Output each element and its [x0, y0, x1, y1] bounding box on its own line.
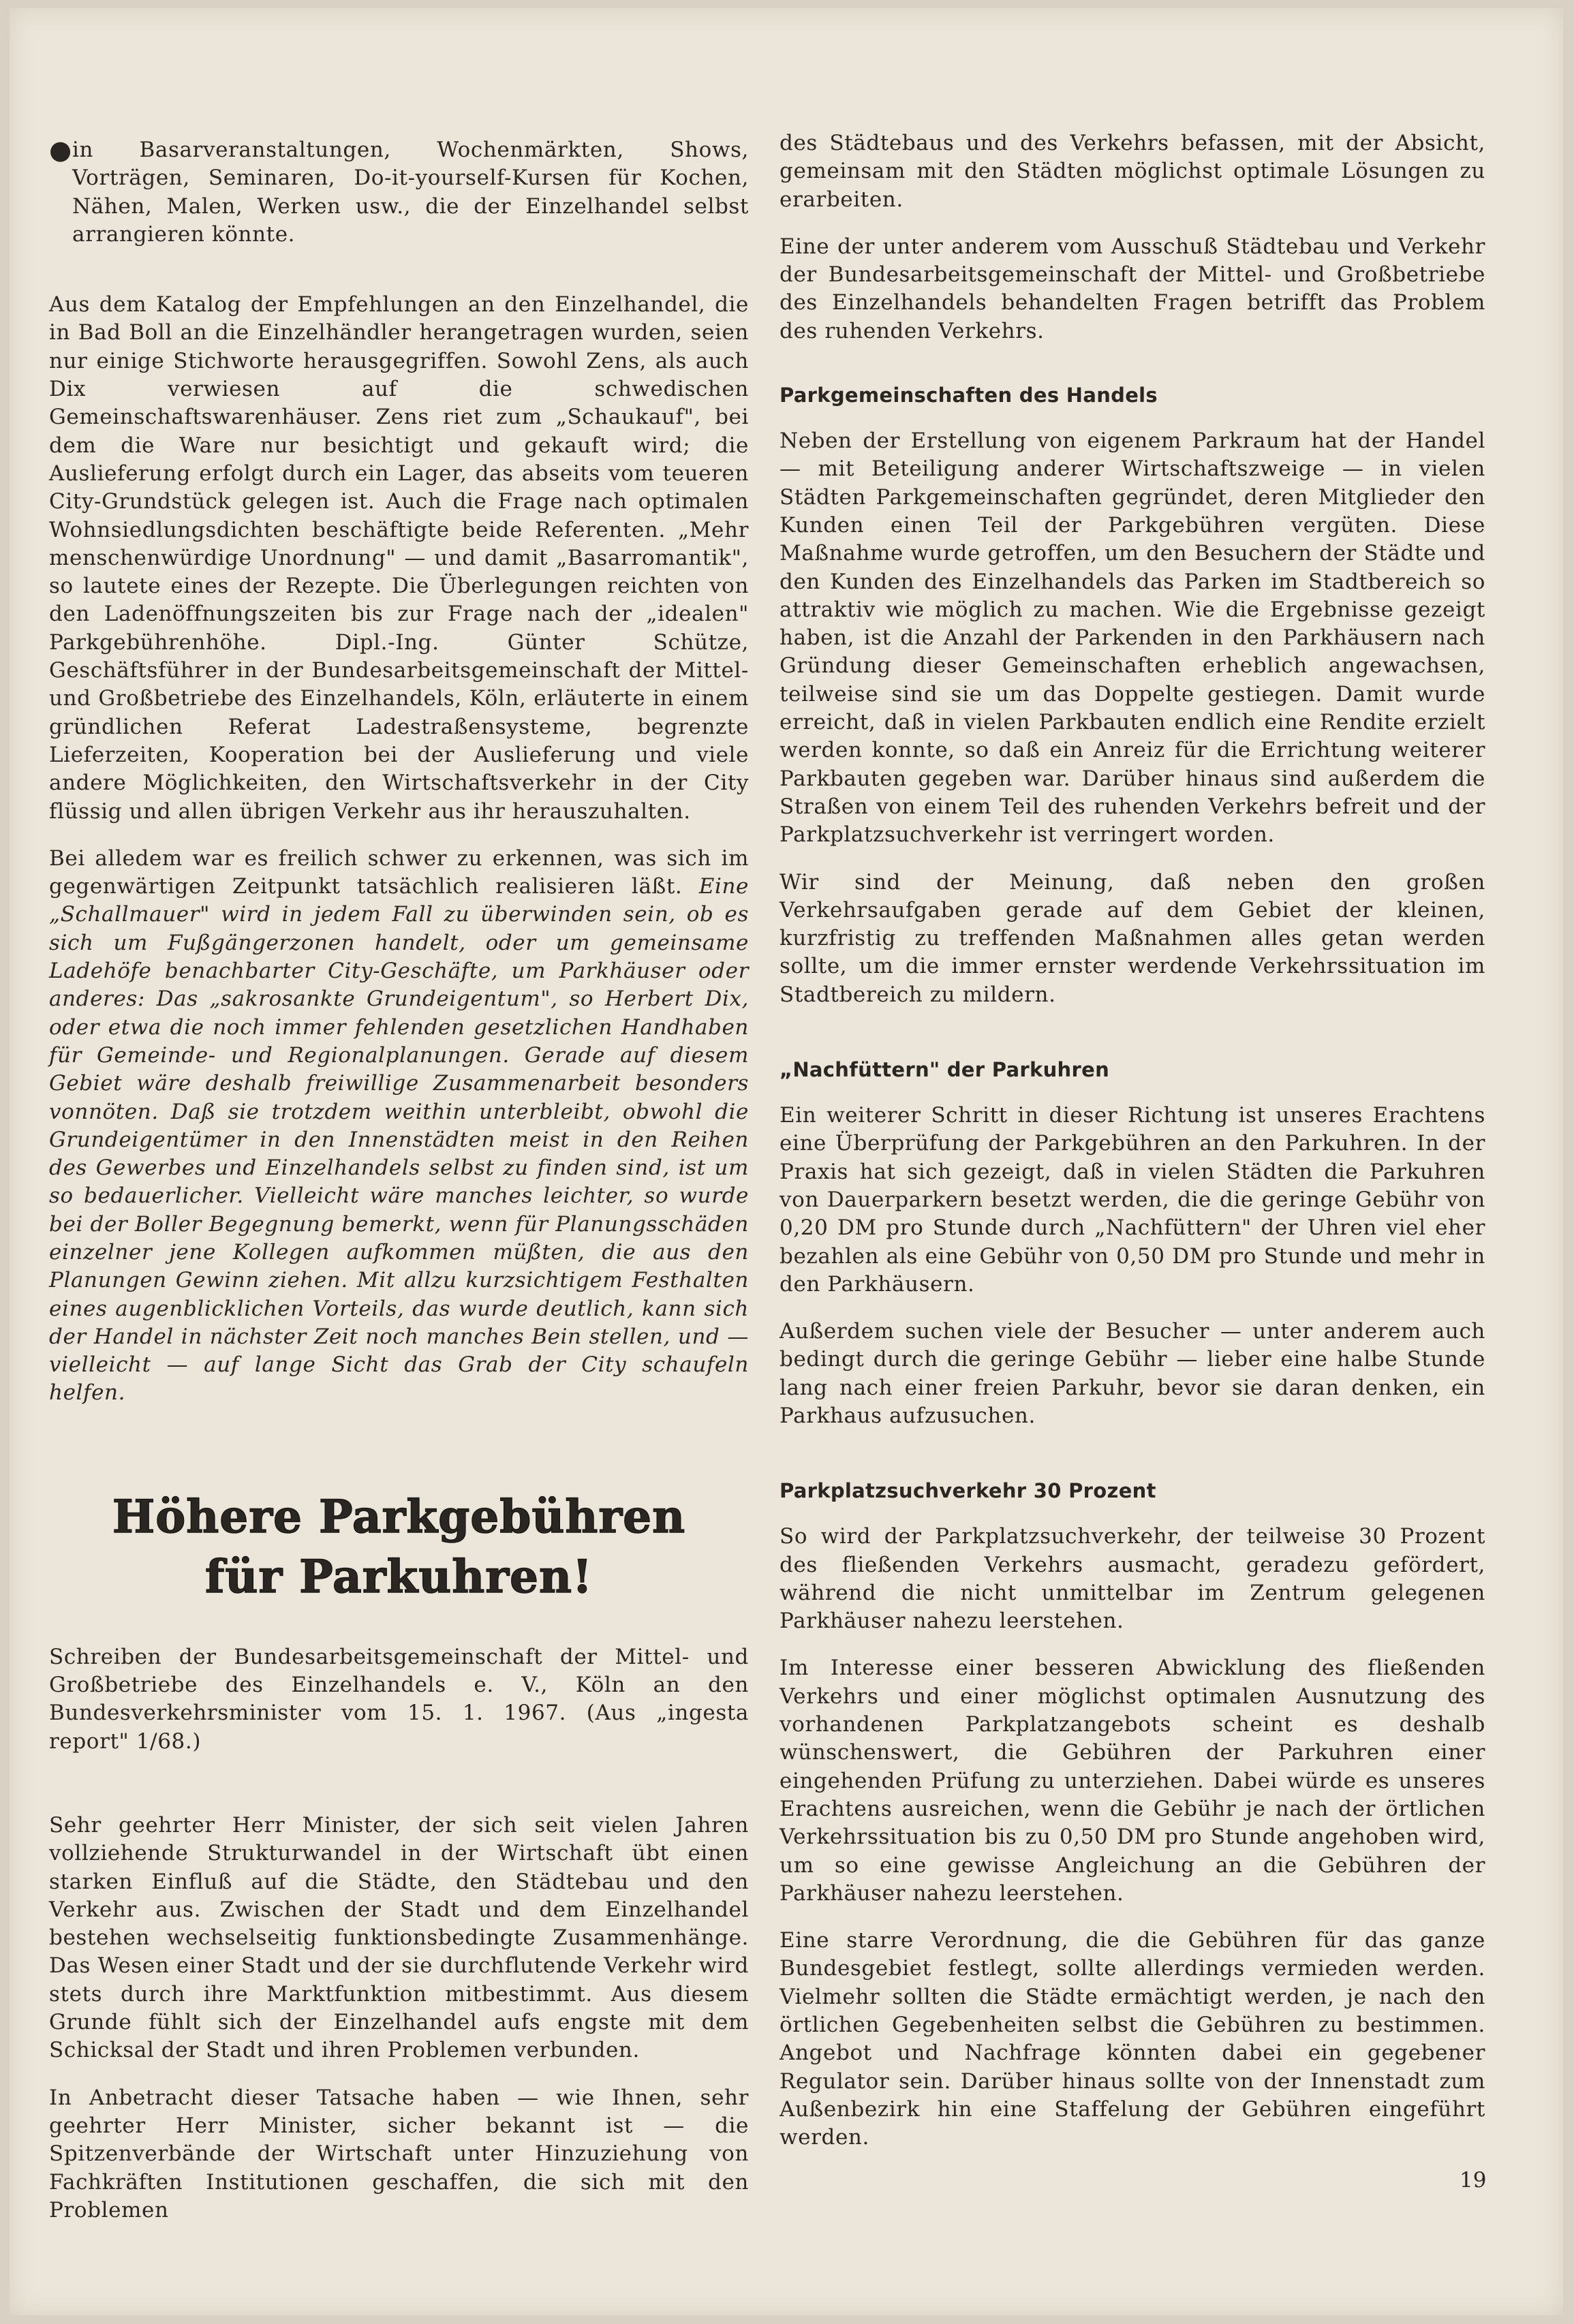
- bullet-item: [49, 136, 749, 249]
- document-page: [10, 8, 1563, 2315]
- paragraph: Aus dem Katalog der Empfehlungen an den Einzelhandel, die in Bad Boll an die Einzelhändler herangetragen wurden, seien nur einige Stichworte herausgegriffen. Sowohl Zens, als auch Dix verwiesen auf die schwedischen Gemeinschaftswarenhäuser. Zens riet zum „Schaukauf", bei dem die Ware nur besichtigt und gekauft wird; die Auslieferung erfolgt durch ein Lager, das abseits vom teueren City-Grundstück gelegen ist. Auch die Frage nach optimalen Wohnsiedlungsdichten beschäftigte beide Referenten. „Mehr menschenwürdige Unordnung" — und damit „Basarromantik", so lautete eines der Rezepte. Die Überlegungen reichten von den Ladenöffnungszeiten bis zur Frage nach der „idealen" Parkgebührenhöhe. Dipl.-Ing. Günter Schütze, Geschäftsführer in der Bundesarbeitsgemeinschaft der Mittel- und Großbetriebe des Einzelhandels, Köln, erläuterte in einem gründlichen Referat Ladestraßensysteme, begrenzte Lieferzeiten, Kooperation bei der Auslieferung und viele andere Möglichkeiten, den Wirtschaftsverkehr in der City flüssig und allen übrigen Verkehr aus ihr herauszuhalten.: [49, 292, 749, 824]
- section-heading: Parkplatzsuchverkehr 30 Prozent: [780, 1479, 1156, 1503]
- paragraph: Eine der unter anderem vom Ausschuß Städtebau und Verkehr der Bundesarbeitsgemeinschaft der Mittel- und Großbetriebe des Einzelhandels behandelten Fragen betrifft das Problem des ruhenden Verkehrs.: [780, 234, 1485, 343]
- paragraph: Wir sind der Meinung, daß neben den großen Verkehrsaufgaben gerade auf dem Gebiet der kleinen, kurzfristig zu treffenden Maßnahmen alles getan werden sollte, um die immer ernster werdende Verkehrssituation im Stadtbereich zu mildern.: [780, 869, 1485, 1007]
- paragraph-italic-part: Eine „Schallmauer" wird in jedem Fall zu überwinden sein, ob es sich um Fußgängerzonen handelt, oder um gemeinsame Ladehöfe benachbarter City-Geschäfte, um Parkhäuser oder anderes: Das „sakrosankte Grundeigentum", so Herbert Dix, oder etwa die noch immer fehlenden gesetzlichen Handhaben für Gemeinde- und Regionalplanungen. Gerade auf diesem Gebiet wäre deshalb freiwillige Zusammenarbeit besonders vonnöten. Daß sie trotzdem weithin unterbleibt, obwohl die Grundeigentümer in den Innenstädten meist in den Reihen des Gewerbes und Einzelhandels selbst zu finden sind, ist um so bedauerlicher. Vielleicht wäre manches leichter, so wurde bei der Boller Begegnung bemerkt, wenn für Planungsschäden einzelner jene Kollegen aufkommen müßten, die aus den Planungen Gewinn ziehen. Mit allzu kurzsichtigem Festhalten eines augenblicklichen Vorteils, das wurde deutlich, kann sich der Handel in nächster Zeit noch manches Bein stellen, und — vielleicht — auf lange Sicht das Grab der City schaufeln helfen.: [49, 874, 749, 1406]
- paragraph: So wird der Parkplatzsuchverkehr, der teilweise 30 Prozent des fließenden Verkehrs ausmacht, geradezu gefördert, während die nicht unmittelbar im Zentrum gelegenen Parkhäuser nahezu leerstehen.: [780, 1524, 1485, 1634]
- paragraph: Ein weiterer Schritt in dieser Richtung ist unseres Erachtens eine Überprüfung der Parkgebühren an den Parkuhren. In der Praxis hat sich gezeigt, daß in vielen Städten die Parkuhren von Dauerparkern besetzt werden, die die geringe Gebühr von 0,20 DM pro Stunde durch „Nachfüttern" der Uhren viel eher bezahlen als eine Gebühr von 0,50 DM pro Stunde und mehr in den Parkhäusern.: [780, 1103, 1485, 1297]
- paragraph: Neben der Erstellung von eigenem Parkraum hat der Handel — mit Beteiligung anderer Wirtschaftszweige — in vielen Städten Parkgemeinschaften gegründet, deren Mitglieder den Kunden einen Teil der Parkgebühren vergüten. Diese Maßnahme wurde getroffen, um den Besuchern der Städte und den Kunden des Einzelhandels das Parken im Stadtbereich so attraktiv wie möglich zu machen. Wie die Ergebnisse gezeigt haben, ist die Anzahl der Parkenden in den Parkhäusern nach Gründung dieser Gemeinschaften erheblich angewachsen, teilweise sind sie um das Doppelte gestiegen. Damit wurde erreicht, daß in vielen Parkbauten endlich eine Rendite erzielt werden konnte, so daß ein Anreiz für die Errichtung weiterer Parkbauten gegeben war. Darüber hinaus sind außerdem die Straßen von einem Teil des ruhenden Verkehrs befreit und der Parkplatzsuchverkehr ist verringert worden.: [780, 429, 1485, 848]
- article-headline: [49, 1487, 749, 1607]
- paragraph: des Städtebaus und des Verkehrs befassen, mit der Absicht, gemeinsam mit den Städten möglichst optimale Lösungen zu erarbeiten.: [780, 131, 1485, 212]
- paragraph-mixed: [49, 845, 749, 1408]
- page-number: 19: [1460, 2168, 1487, 2193]
- paragraph: In Anbetracht dieser Tatsache haben — wie Ihnen, sehr geehrter Herr Minister, sicher bekannt ist — die Spitzenverbände der Wirtschaft unter Hinzuziehung von Fachkräften Institutionen geschaffen, die sich mit den Problemen: [49, 2085, 749, 2222]
- paragraph-plain-part: Bei alledem war es freilich schwer zu erkennen, was sich im gegenwärtigen Zeitpunkt tatsächlich realisieren läßt.: [49, 846, 749, 899]
- left-column: [49, 136, 749, 2244]
- right-column: [780, 129, 1485, 2171]
- paragraph: Außerdem suchen viele der Besucher — unter anderem auch bedingt durch die geringe Gebühr — lieber eine halbe Stunde lang nach einer freien Parkuhr, bevor sie daran denken, ein Parkhaus aufzusuchen.: [780, 1319, 1485, 1428]
- bullet-dot-icon: ●: [49, 135, 72, 165]
- section-heading: Parkgemeinschaften des Handels: [780, 384, 1158, 407]
- headline-line: für Parkuhren!: [205, 1549, 593, 1603]
- bullet-text: in Basarveranstaltungen, Wochenmärkten, Shows, Vorträgen, Seminaren, Do-it-yourself-Kursen für Kochen, Nähen, Malen, Werken usw., die der Einzelhandel selbst arrangieren könnte.: [72, 138, 749, 247]
- paragraph: Im Interesse einer besseren Abwicklung des fließenden Verkehrs und einer möglichst optimalen Ausnutzung des vorhandenen Parkplatzangebots scheint es deshalb wünschenswert, die Gebühren der Parkuhren einer eingehenden Prüfung zu unterziehen. Dabei würde es unseres Erachtens ausreichen, wenn die Gebühr je nach der örtlichen Verkehrssituation bis zu 0,50 DM pro Stunde angehoben wird, um so eine gewisse Angleichung an die Gebühren der Parkhäuser nahezu leerstehen.: [780, 1656, 1485, 1906]
- paragraph: Eine starre Verordnung, die die Gebühren für das ganze Bundesgebiet festlegt, sollte allerdings vermieden werden. Vielmehr sollten die Städte ermächtigt werden, je nach den örtlichen Gegebenheiten selbst die Gebühren zu bestimmen. Angebot und Nachfrage könnten dabei ein gegebener Regulator sein. Darüber hinaus sollte von der Innenstadt zum Außenbezirk hin eine Staffelung der Gebühren eingeführt werden.: [780, 1928, 1485, 2150]
- paragraph: Sehr geehrter Herr Minister, der sich seit vielen Jahren vollziehende Strukturwandel in der Wirtschaft übt einen starken Einfluß auf die Städte, den Städtebau und den Verkehr aus. Zwischen der Stadt und dem Einzelhandel bestehen wechselseitig funktionsbedingte Zusammenhänge. Das Wesen einer Stadt und der sie durchflutende Verkehr wird stets durch ihre Marktfunktion mitbestimmt. Aus diesem Grunde fühlt sich der Einzelhandel aufs engste mit dem Schicksal der Stadt und ihren Problemen verbunden.: [49, 1812, 749, 2063]
- article-intro: Schreiben der Bundesarbeitsgemeinschaft der Mittel- und Großbetriebe des Einzelhandels e. V., Köln an den Bundesverkehrsminister vom 15. 1. 1967. (Aus „ingesta report" 1/68.): [49, 1644, 749, 1754]
- section-heading: „Nachfüttern" der Parkuhren: [780, 1058, 1110, 1082]
- headline-line: Höhere Parkgebühren: [112, 1489, 686, 1543]
